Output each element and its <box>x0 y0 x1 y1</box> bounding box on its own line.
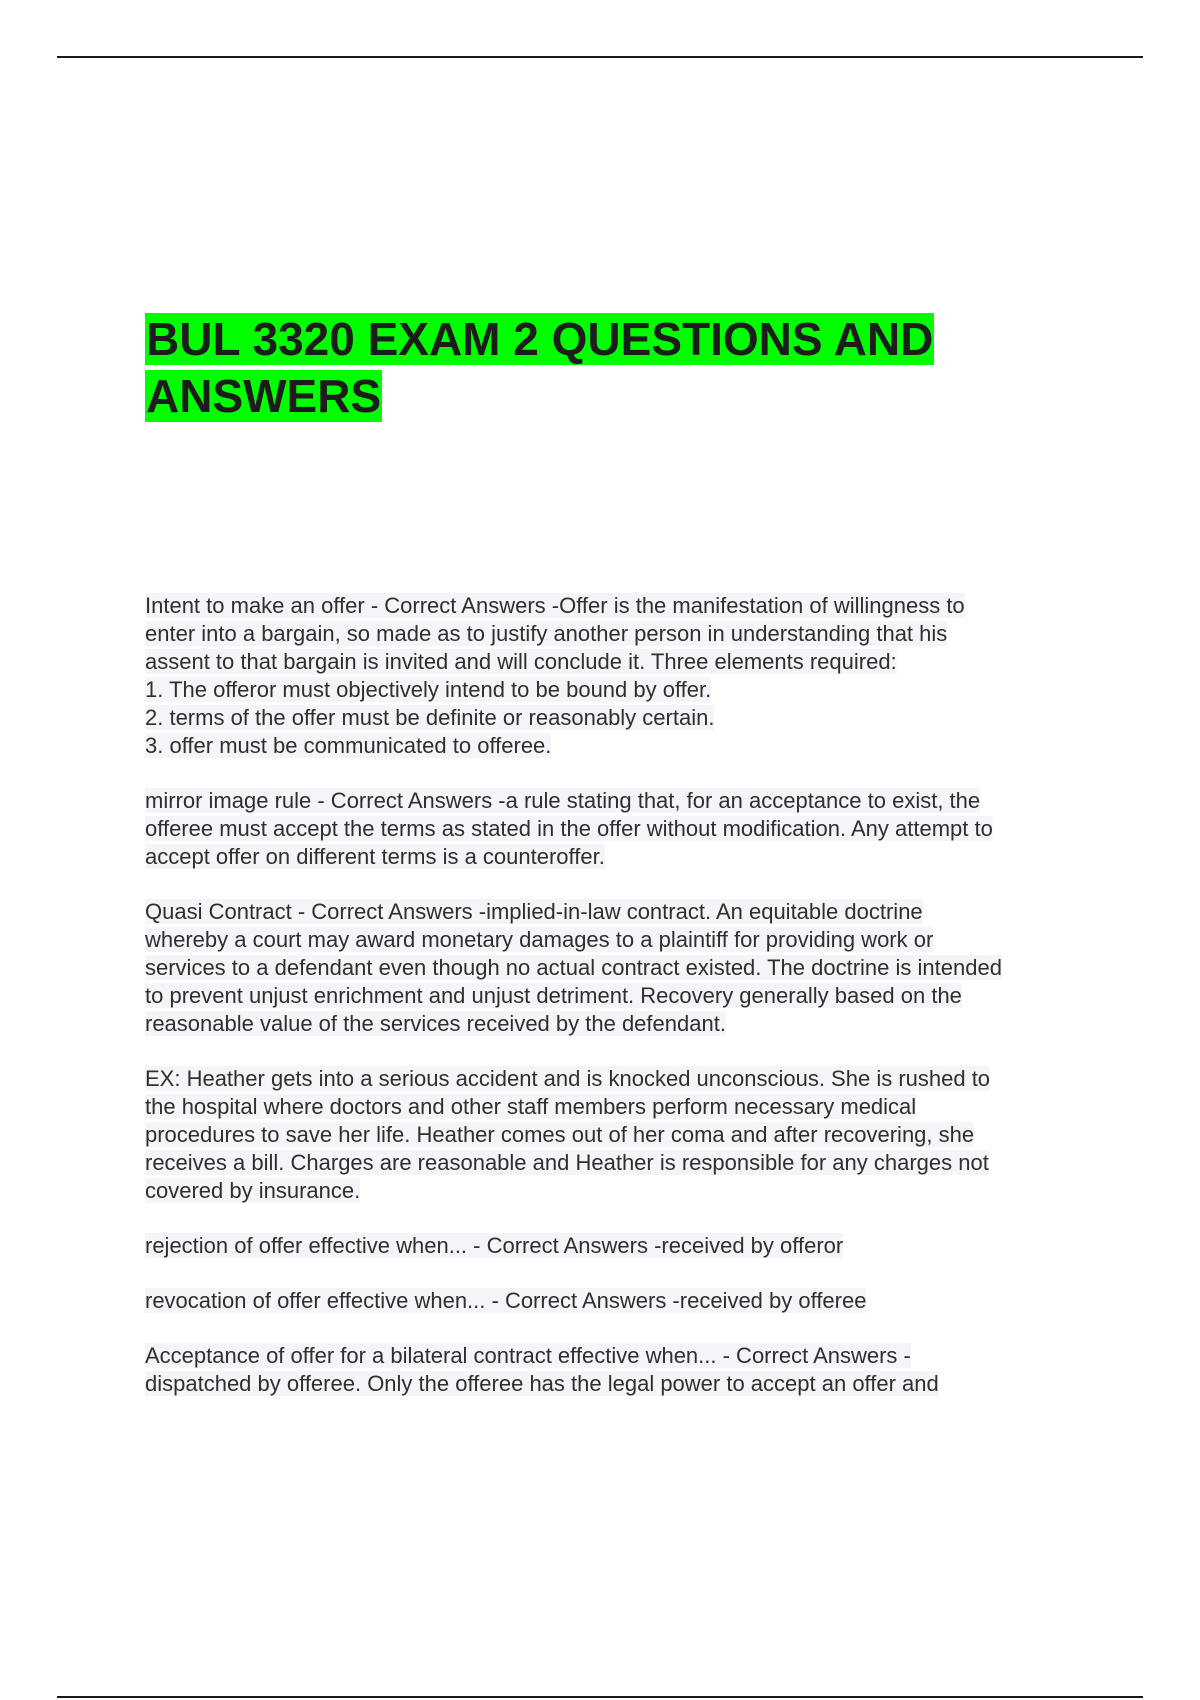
qa-line <box>145 1149 1095 1177</box>
qa-line-text: 1. The offeror must objectively intend to be bound by offer. <box>145 677 712 702</box>
qa-line-text: to prevent unjust enrichment and unjust detriment. Recovery generally based on the <box>145 983 962 1008</box>
qa-line-text: dispatched by offeree. Only the offeree has the legal power to accept an offer and <box>145 1371 939 1396</box>
qa-entry <box>145 1342 1095 1398</box>
qa-line <box>145 815 1095 843</box>
qa-line <box>145 676 1095 704</box>
qa-line-text: revocation of offer effective when... - Correct Answers -received by offeree <box>145 1288 867 1313</box>
qa-line <box>145 1121 1095 1149</box>
qa-line-text: Acceptance of offer for a bilateral contract effective when... - Correct Answers - <box>145 1343 911 1368</box>
qa-line-text: enter into a bargain, so made as to justify another person in understanding that his <box>145 621 948 646</box>
qa-line-text: receives a bill. Charges are reasonable and Heather is responsible for any charges not <box>145 1150 989 1175</box>
document-title <box>145 311 1045 425</box>
top-rule <box>57 56 1143 58</box>
qa-line <box>145 1287 1095 1315</box>
qa-line <box>145 982 1095 1010</box>
qa-line <box>145 1177 1095 1205</box>
qa-entry <box>145 592 1095 760</box>
qa-line <box>145 898 1095 926</box>
qa-line <box>145 1232 1095 1260</box>
qa-line-text: covered by insurance. <box>145 1178 361 1203</box>
qa-line-text: procedures to save her life. Heather comes out of her coma and after recovering, she <box>145 1122 975 1147</box>
qa-line-text: offeree must accept the terms as stated in the offer without modification. Any attempt to <box>145 816 993 841</box>
qa-line <box>145 592 1095 620</box>
qa-line-text: Quasi Contract - Correct Answers -implied-in-law contract. An equitable doctrine <box>145 899 923 924</box>
qa-line-text: 2. terms of the offer must be definite or reasonably certain. <box>145 705 715 730</box>
qa-line <box>145 1342 1095 1370</box>
qa-line-text: assent to that bargain is invited and will conclude it. Three elements required: <box>145 649 897 674</box>
qa-line <box>145 1065 1095 1093</box>
qa-line <box>145 1093 1095 1121</box>
qa-line-text: reasonable value of the services received by the defendant. <box>145 1011 726 1036</box>
qa-line <box>145 926 1095 954</box>
qa-entry <box>145 1287 1095 1315</box>
qa-line-text: rejection of offer effective when... - Correct Answers -received by offeror <box>145 1233 844 1258</box>
qa-line <box>145 1370 1095 1398</box>
qa-line-text: mirror image rule - Correct Answers -a rule stating that, for an acceptance to exist, the <box>145 788 981 813</box>
qa-entry <box>145 1065 1095 1205</box>
qa-line <box>145 843 1095 871</box>
qa-line-text: Intent to make an offer - Correct Answers -Offer is the manifestation of willingness to <box>145 593 965 618</box>
qa-line-text: accept offer on different terms is a counteroffer. <box>145 844 605 869</box>
qa-line-text: EX: Heather gets into a serious accident and is knocked unconscious. She is rushed to <box>145 1066 991 1091</box>
qa-line <box>145 704 1095 732</box>
qa-line <box>145 732 1095 760</box>
qa-line <box>145 1010 1095 1038</box>
qa-line <box>145 648 1095 676</box>
qa-line <box>145 787 1095 815</box>
bottom-rule <box>57 1696 1143 1698</box>
qa-line-text: 3. offer must be communicated to offeree. <box>145 733 552 758</box>
qa-list <box>145 592 1095 1425</box>
qa-line-text: whereby a court may award monetary damages to a plaintiff for providing work or <box>145 927 934 952</box>
qa-entry <box>145 1232 1095 1260</box>
qa-line-text: the hospital where doctors and other staff members perform necessary medical <box>145 1094 917 1119</box>
title-highlight: BUL 3320 EXAM 2 QUESTIONS AND ANSWERS <box>146 313 934 422</box>
qa-line-text: services to a defendant even though no actual contract existed. The doctrine is intended <box>145 955 1002 980</box>
qa-entry <box>145 898 1095 1038</box>
qa-line <box>145 954 1095 982</box>
qa-entry <box>145 787 1095 871</box>
qa-line <box>145 620 1095 648</box>
